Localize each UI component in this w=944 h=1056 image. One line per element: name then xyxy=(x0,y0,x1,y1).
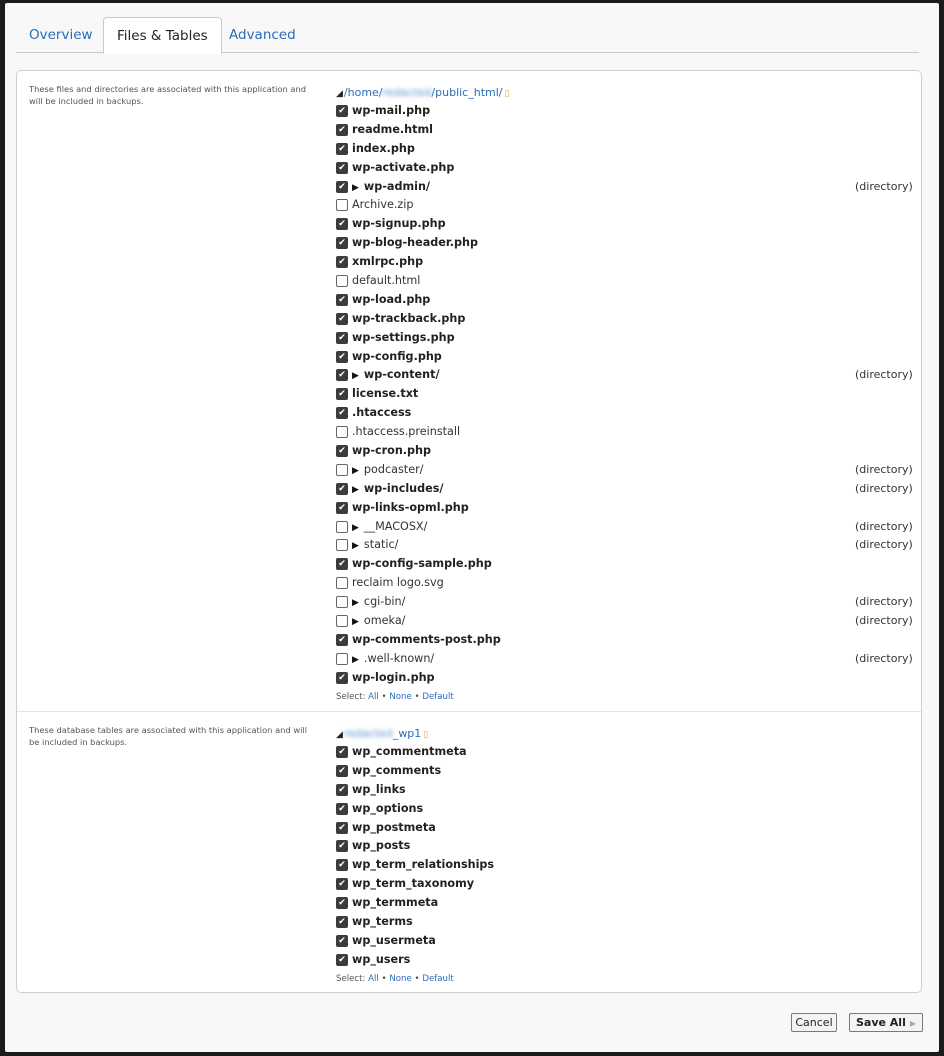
checkbox-checked[interactable] xyxy=(336,822,348,834)
item-label: static/ xyxy=(363,538,399,552)
checkbox-checked[interactable] xyxy=(336,162,348,174)
item-label: wp-content/ xyxy=(363,368,440,382)
table-row[interactable] xyxy=(336,800,916,819)
table-name xyxy=(352,951,410,970)
item-label: license.txt xyxy=(352,387,419,401)
item-label: wp_users xyxy=(352,952,411,966)
file-name xyxy=(352,555,492,574)
item-label: wp-admin/ xyxy=(363,179,431,193)
file-row[interactable] xyxy=(336,121,916,140)
directory-type-label: (directory) xyxy=(855,538,913,552)
checkbox-checked[interactable] xyxy=(336,935,348,947)
select-default-link[interactable]: Default xyxy=(422,973,454,984)
file-row[interactable] xyxy=(336,423,916,442)
checkbox-unchecked[interactable] xyxy=(336,577,348,589)
select-label: Select: xyxy=(336,691,366,702)
item-label: wp_links xyxy=(352,782,406,796)
file-row[interactable] xyxy=(336,669,916,688)
directory-name xyxy=(352,461,423,481)
file-name xyxy=(352,253,423,272)
checkbox-checked[interactable] xyxy=(336,105,348,117)
table-row[interactable] xyxy=(336,932,916,951)
root-path-redacted: redacted xyxy=(382,86,432,99)
tab-files-tables[interactable]: Files & Tables xyxy=(103,17,222,54)
directory-row[interactable] xyxy=(336,178,916,197)
checkbox-unchecked[interactable] xyxy=(336,615,348,627)
checkbox-checked[interactable] xyxy=(336,237,348,249)
directory-row[interactable] xyxy=(336,461,916,480)
table-name xyxy=(352,819,436,838)
item-label: .htaccess.preinstall xyxy=(352,425,461,439)
file-name xyxy=(352,102,430,121)
item-label: wp-comments-post.php xyxy=(352,632,501,646)
expand-arrow-icon[interactable]: ▶ xyxy=(352,371,359,382)
tables-select-controls xyxy=(336,972,916,986)
directory-name xyxy=(352,650,434,670)
item-label: cgi-bin/ xyxy=(363,595,406,609)
table-row[interactable] xyxy=(336,743,916,762)
directory-row[interactable] xyxy=(336,650,916,669)
directory-type-label: (directory) xyxy=(855,595,913,609)
directory-row[interactable] xyxy=(336,480,916,499)
expand-arrow-icon[interactable]: ▶ xyxy=(352,522,359,533)
table-row[interactable] xyxy=(336,856,916,875)
table-name xyxy=(352,875,474,894)
table-row[interactable] xyxy=(336,875,916,894)
directory-name xyxy=(352,366,440,386)
file-row[interactable] xyxy=(336,291,916,310)
item-label: podcaster/ xyxy=(363,462,424,476)
item-label: wp_comments xyxy=(352,763,442,777)
directory-type-label: (directory) xyxy=(855,179,913,193)
checkbox-checked[interactable] xyxy=(336,351,348,363)
checkbox-checked[interactable] xyxy=(336,803,348,815)
select-all-link[interactable]: All xyxy=(368,691,379,702)
file-name xyxy=(352,423,460,442)
checkbox-unchecked[interactable] xyxy=(336,596,348,608)
database-name-redacted: redacted xyxy=(343,727,393,740)
database-section xyxy=(17,712,921,992)
table-name xyxy=(352,894,438,913)
item-label: wp_commentmeta xyxy=(352,745,467,758)
checkbox-checked[interactable] xyxy=(336,502,348,514)
directory-name xyxy=(352,178,430,198)
file-row[interactable] xyxy=(336,272,916,291)
checkbox-checked[interactable] xyxy=(336,840,348,852)
file-name xyxy=(352,121,433,140)
tab-overview[interactable]: Overview xyxy=(29,27,93,43)
directory-type-label: (directory) xyxy=(855,368,913,382)
file-row[interactable] xyxy=(336,196,916,215)
root-path-prefix: /home/ xyxy=(343,86,383,99)
checkbox-checked[interactable] xyxy=(336,143,348,155)
file-row[interactable] xyxy=(336,499,916,518)
save-all-label: Save All xyxy=(855,1016,906,1029)
item-label: default.html xyxy=(352,274,421,288)
file-row[interactable] xyxy=(336,442,916,461)
file-name xyxy=(352,348,442,367)
directory-name xyxy=(352,536,398,556)
file-name xyxy=(352,499,469,518)
item-label: omeka/ xyxy=(363,614,406,628)
table-row[interactable] xyxy=(336,894,916,913)
file-name xyxy=(352,669,435,688)
collapse-triangle-icon[interactable]: ◢ xyxy=(336,89,343,99)
table-name xyxy=(352,932,436,951)
checkbox-checked[interactable] xyxy=(336,634,348,646)
checkbox-unchecked[interactable] xyxy=(336,653,348,665)
table-name xyxy=(352,837,410,856)
table-name xyxy=(352,743,467,762)
separator: • xyxy=(414,973,420,984)
file-row[interactable] xyxy=(336,310,916,329)
checkbox-unchecked[interactable] xyxy=(336,464,348,476)
checkbox-checked[interactable] xyxy=(336,294,348,306)
save-all-button[interactable] xyxy=(849,1013,923,1032)
select-none-link[interactable]: None xyxy=(389,973,412,984)
table-list xyxy=(336,743,916,970)
checkbox-checked[interactable] xyxy=(336,181,348,193)
play-icon: ▶ xyxy=(909,1019,917,1028)
directory-name xyxy=(352,480,443,500)
settings-panel xyxy=(16,70,922,993)
item-label: wp-mail.php xyxy=(352,104,431,117)
select-all-link[interactable]: All xyxy=(368,973,379,984)
select-default-link[interactable]: Default xyxy=(422,691,454,702)
directory-row[interactable] xyxy=(336,366,916,385)
table-row[interactable] xyxy=(336,951,916,970)
checkbox-checked[interactable] xyxy=(336,313,348,325)
separator: • xyxy=(381,973,387,984)
item-label: wp-activate.php xyxy=(352,160,455,174)
file-row[interactable] xyxy=(336,253,916,272)
root-path-suffix: /public_html/ xyxy=(431,86,503,99)
file-name xyxy=(352,234,478,253)
checkbox-checked[interactable] xyxy=(336,859,348,871)
database-name-suffix: _wp1 xyxy=(392,727,422,740)
checkbox-checked[interactable] xyxy=(336,124,348,136)
file-name xyxy=(352,215,446,234)
table-name xyxy=(352,781,406,800)
file-name xyxy=(352,574,444,593)
file-list xyxy=(336,102,916,688)
table-row[interactable] xyxy=(336,819,916,838)
checkbox-checked[interactable] xyxy=(336,388,348,400)
file-row[interactable] xyxy=(336,140,916,159)
item-label: wp-signup.php xyxy=(352,217,446,231)
file-name xyxy=(352,272,420,291)
item-label: wp-cron.php xyxy=(352,444,432,458)
separator: • xyxy=(381,691,387,702)
file-name xyxy=(352,159,454,178)
directory-row[interactable] xyxy=(336,612,916,631)
file-name xyxy=(352,329,455,348)
tab-advanced[interactable]: Advanced xyxy=(229,27,296,43)
item-label: reclaim logo.svg xyxy=(352,576,444,590)
item-label: .well-known/ xyxy=(363,651,435,665)
copy-icon[interactable]: ▯ xyxy=(504,89,510,99)
file-name xyxy=(352,385,418,404)
file-name xyxy=(352,140,415,159)
select-label: Select: xyxy=(336,973,366,984)
checkbox-checked[interactable] xyxy=(336,765,348,777)
file-row[interactable] xyxy=(336,385,916,404)
item-label: wp-config.php xyxy=(352,349,442,363)
directory-name xyxy=(352,593,405,613)
file-row[interactable] xyxy=(336,574,916,593)
app-window xyxy=(5,3,939,1052)
file-row[interactable] xyxy=(336,215,916,234)
checkbox-unchecked[interactable] xyxy=(336,521,348,533)
checkbox-checked[interactable] xyxy=(336,445,348,457)
directory-type-label: (directory) xyxy=(855,651,913,665)
checkbox-checked[interactable] xyxy=(336,916,348,928)
checkbox-checked[interactable] xyxy=(336,672,348,684)
item-label: xmlrpc.php xyxy=(352,255,424,269)
expand-arrow-icon[interactable]: ▶ xyxy=(352,617,359,628)
item-label: wp-includes/ xyxy=(363,481,444,495)
item-label: wp_options xyxy=(352,801,424,815)
checkbox-unchecked[interactable] xyxy=(336,199,348,211)
checkbox-checked[interactable] xyxy=(336,784,348,796)
item-label: wp-login.php xyxy=(352,670,435,684)
select-none-link[interactable]: None xyxy=(389,691,412,702)
files-description: These files and directories are associated with this application and will be included in backups. xyxy=(29,84,307,106)
expand-arrow-icon[interactable]: ▶ xyxy=(352,182,359,193)
table-name xyxy=(352,856,494,875)
directory-row[interactable] xyxy=(336,536,916,555)
item-label: wp-config-sample.php xyxy=(352,557,492,571)
file-row[interactable] xyxy=(336,555,916,574)
file-row[interactable] xyxy=(336,348,916,367)
table-row[interactable] xyxy=(336,837,916,856)
files-section xyxy=(17,71,921,712)
tab-bar xyxy=(16,17,919,53)
checkbox-checked[interactable] xyxy=(336,558,348,570)
item-label: Archive.zip xyxy=(352,198,414,212)
checkbox-checked[interactable] xyxy=(336,878,348,890)
database-tree xyxy=(336,724,916,986)
file-name xyxy=(352,310,465,329)
file-row[interactable] xyxy=(336,404,916,423)
item-label: wp-links-opml.php xyxy=(352,500,469,514)
item-label: wp-settings.php xyxy=(352,330,455,344)
checkbox-unchecked[interactable] xyxy=(336,539,348,551)
file-name xyxy=(352,291,430,310)
file-row[interactable] xyxy=(336,102,916,121)
checkbox-checked[interactable] xyxy=(336,218,348,230)
checkbox-checked[interactable] xyxy=(336,407,348,419)
directory-name xyxy=(352,612,405,632)
item-label: wp-trackback.php xyxy=(352,311,466,325)
files-select-controls xyxy=(336,690,916,704)
separator: • xyxy=(414,691,420,702)
checkbox-checked[interactable] xyxy=(336,256,348,268)
cancel-button[interactable]: Cancel xyxy=(791,1013,837,1032)
database-description: These database tables are associated with this application and will be included in backups. xyxy=(29,725,308,747)
file-name xyxy=(352,196,414,215)
collapse-triangle-icon[interactable]: ◢ xyxy=(336,730,343,740)
checkbox-checked[interactable] xyxy=(336,369,348,381)
checkbox-checked[interactable] xyxy=(336,332,348,344)
file-name xyxy=(352,631,501,650)
table-name xyxy=(352,762,441,781)
files-root-path[interactable] xyxy=(336,83,916,102)
item-label: wp_usermeta xyxy=(352,933,436,947)
expand-arrow-icon[interactable]: ▶ xyxy=(352,654,359,665)
item-label: index.php xyxy=(352,141,415,155)
table-row[interactable] xyxy=(336,913,916,932)
item-label: wp-blog-header.php xyxy=(352,236,479,250)
item-label: __MACOSX/ xyxy=(363,519,428,533)
item-label: wp_termmeta xyxy=(352,896,439,910)
checkbox-checked[interactable] xyxy=(336,483,348,495)
directory-row[interactable] xyxy=(336,518,916,537)
checkbox-checked[interactable] xyxy=(336,746,348,758)
file-row[interactable] xyxy=(336,631,916,650)
expand-arrow-icon[interactable]: ▶ xyxy=(352,465,359,476)
table-name xyxy=(352,800,423,819)
directory-type-label: (directory) xyxy=(855,614,913,628)
files-tree xyxy=(336,83,916,704)
checkbox-checked[interactable] xyxy=(336,897,348,909)
item-label: .htaccess xyxy=(352,406,412,420)
file-row[interactable] xyxy=(336,159,916,178)
file-name xyxy=(352,442,431,461)
item-label: wp_posts xyxy=(352,839,411,853)
table-row[interactable] xyxy=(336,762,916,781)
item-label: wp-load.php xyxy=(352,292,431,306)
directory-name xyxy=(352,518,427,538)
checkbox-unchecked[interactable] xyxy=(336,275,348,287)
file-name xyxy=(352,404,411,423)
item-label: wp_term_taxonomy xyxy=(352,877,475,891)
item-label: wp_terms xyxy=(352,915,413,929)
checkbox-unchecked[interactable] xyxy=(336,426,348,438)
item-label: readme.html xyxy=(352,122,433,136)
expand-arrow-icon[interactable]: ▶ xyxy=(352,598,359,609)
directory-type-label: (directory) xyxy=(855,462,913,476)
item-label: wp_postmeta xyxy=(352,820,436,834)
table-name xyxy=(352,913,413,932)
expand-arrow-icon[interactable]: ▶ xyxy=(352,484,359,495)
copy-icon[interactable]: ▯ xyxy=(423,730,429,740)
directory-type-label: (directory) xyxy=(855,481,913,495)
file-row[interactable] xyxy=(336,234,916,253)
database-root-name[interactable] xyxy=(336,724,916,743)
expand-arrow-icon[interactable]: ▶ xyxy=(352,541,359,552)
table-row[interactable] xyxy=(336,781,916,800)
checkbox-checked[interactable] xyxy=(336,954,348,966)
directory-type-label: (directory) xyxy=(855,519,913,533)
item-label: wp_term_relationships xyxy=(352,858,495,872)
file-row[interactable] xyxy=(336,329,916,348)
directory-row[interactable] xyxy=(336,593,916,612)
